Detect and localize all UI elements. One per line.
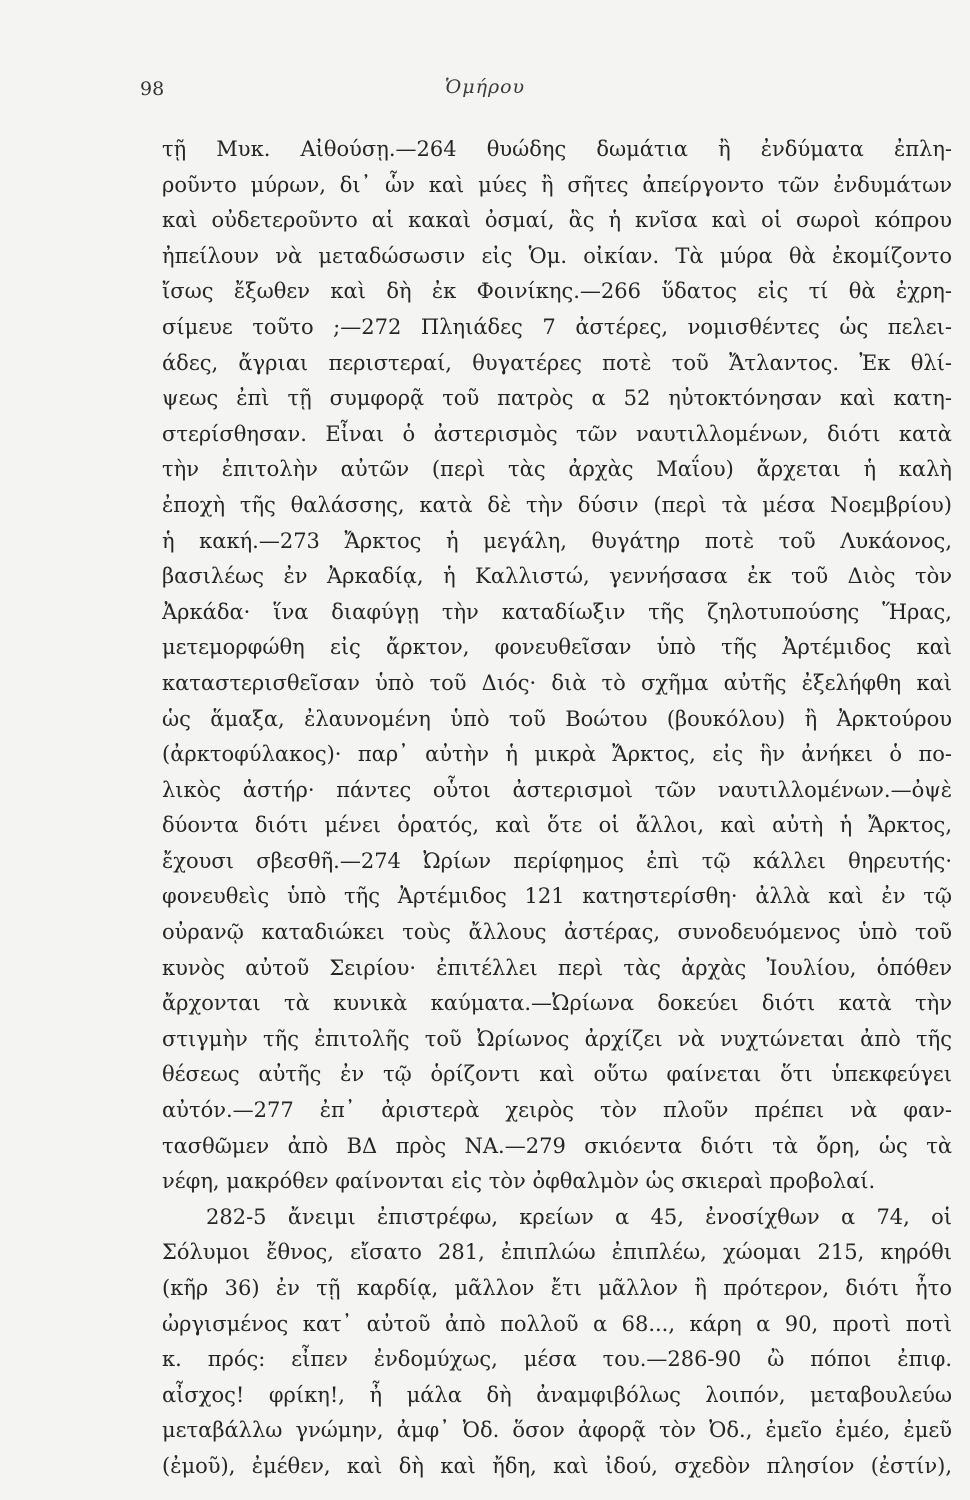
text-line: βασιλέως ἐν Ἀρκαδίᾳ, ἡ Καλλιστώ, γεννήσασα ἐκ τοῦ Διὸς τὸν: [162, 564, 952, 589]
text-line: αἶσχος! φρίκη!, ἦ μάλα δὴ ἀναμφιβόλως λοιπόν, μεταβουλεύω: [162, 1382, 952, 1407]
text-line: τὴν ἐπιτολὴν αὐτῶν (περὶ τὰς ἀρχὰς Μαΐου) ἄρχεται ἡ καλὴ: [162, 457, 952, 482]
text-line: νέφη, μακρόθεν φαίνονται εἰς τὸν ὀφθαλμὸν ὡς σκιεραὶ προβολαί.: [162, 1169, 876, 1194]
text-line: ὠργισμένος κατ᾽ αὐτοῦ ἀπὸ πολλοῦ α 68..., κάρη α 90, προτὶ ποτὶ: [162, 1311, 952, 1336]
running-title: Ὁμήρου: [444, 76, 526, 98]
page-number: 98: [140, 78, 165, 100]
text-line: ἡ κακή.—273 Ἄρκτος ἡ μεγάλη, θυγάτηρ ποτὲ τοῦ Λυκάονος,: [162, 528, 952, 553]
text-line: ἠπείλουν νὰ μεταδώσωσιν εἰς Ὁμ. οἰκίαν. Τὰ μύρα θὰ ἐκομίζοντο: [162, 243, 952, 268]
text-line: αὐτόν.—277 ἐπ᾽ ἀριστερὰ χειρὸς τὸν πλοῦν πρέπει νὰ φαν-: [162, 1098, 952, 1123]
text-line: καταστερισθεῖσαν ὑπὸ τοῦ Διός· διὰ τὸ σχῆμα αὐτῆς ἐξελήφθη καὶ: [162, 670, 952, 695]
text-line: (ἀρκτοφύλακος)· παρ᾽ αὐτὴν ἡ μικρὰ Ἄρκτος, εἰς ἣν ἀνήκει ὁ πο-: [162, 742, 952, 767]
text-line: (ἐμοῦ), ἐμέθεν, καὶ δὴ καὶ ἤδη, καὶ ἰδού, σχεδὸν πλησίον (ἐστίν),: [162, 1453, 952, 1478]
text-line: στιγμὴν τῆς ἐπιτολῆς τοῦ Ὠρίωνος ἀρχίζει νὰ νυχτώνεται ἀπὸ τῆς: [162, 1026, 952, 1051]
text-line: ροῦντο μύρων, δι᾽ ὧν καὶ μύες ἢ σῆτες ἀπείργοντο τῶν ἐνδυμάτων: [162, 172, 952, 197]
text-line: μεταβάλλω γνώμην, ἀμφ᾽ Ὀδ. ὅσον ἀφορᾷ τὸν Ὀδ., ἐμεῖο ἐμέο, ἐμεῦ: [162, 1418, 952, 1443]
text-line: σίμευε τοῦτο ;—272 Πληιάδες 7 ἀστέρες, νομισθέντες ὡς πελει-: [162, 314, 952, 339]
text-line: ἴσως ἔξωθεν καὶ δὴ ἐκ Φοινίκης.—266 ὕδατος εἰς τί θὰ ἐχρη-: [162, 279, 952, 304]
text-line: λικὸς ἀστήρ· πάντες οὗτοι ἀστερισμοὶ τῶν ναυτιλλομένων.—ὀψὲ: [162, 777, 952, 802]
text-line: ἔχουσι σβεσθῆ.—274 Ὠρίων περίφημος ἐπὶ τῷ κάλλει θηρευτής·: [162, 848, 952, 873]
text-line: τασθῶμεν ἀπὸ ΒΔ πρὸς ΝΑ.—279 σκιόεντα διότι τὰ ὄρη, ὡς τὰ: [162, 1133, 952, 1158]
text-line: ψεως ἐπὶ τῇ συμφορᾷ τοῦ πατρὸς α 52 ηὐτοκτόνησαν καὶ κατη-: [162, 386, 952, 411]
text-line: φονευθεὶς ὑπὸ τῆς Ἀρτέμιδος 121 κατηστερίσθη· ἀλλὰ καὶ ἐν τῷ: [162, 884, 952, 909]
text-line: ὡς ἅμαξα, ἐλαυνομένη ὑπὸ τοῦ Βοώτου (βουκόλου) ἢ Ἀρκτούρου: [162, 706, 952, 731]
text-line: ἄρχονται τὰ κυνικὰ καύματα.—Ὠρίωνα δοκεύει διότι κατὰ τὴν: [162, 991, 952, 1016]
text-line: Σόλυμοι ἔθνος, εἴσατο 281, ἐπιπλώω ἐπιπλέω, χώομαι 215, κηρόθι: [162, 1240, 952, 1265]
text-line: Ἀρκάδα· ἵνα διαφύγῃ τὴν καταδίωξιν τῆς ζηλοτυπούσης Ἥρας,: [162, 599, 952, 624]
text-line: κυνὸς αὐτοῦ Σειρίου· ἐπιτέλλει περὶ τὰς ἀρχὰς Ἰουλίου, ὁπόθεν: [162, 955, 952, 980]
text-line: θέσεως αὐτῆς ἐν τῷ ὁρίζοντι καὶ οὕτω φαίνεται ὅτι ὑπεκφεύγει: [162, 1062, 952, 1087]
text-line: τῇ Μυκ. Αἰθούσῃ.—264 θυώδης δωμάτια ἢ ἐνδύματα ἐπλη-: [162, 137, 952, 161]
text-line: δύοντα διότι μένει ὁρατός, καὶ ὅτε οἱ ἄλλοι, καὶ αὐτὴ ἡ Ἄρκτος,: [162, 813, 952, 838]
text-line: 282-5 ἄνειμι ἐπιστρέφω, κρείων α 45, ἐνοσίχθων α 74, οἱ: [206, 1204, 952, 1229]
text-line: οὐρανῷ καταδιώκει τοὺς ἄλλους ἀστέρας, συνοδευόμενος ὑπὸ τοῦ: [162, 920, 952, 945]
commentary-text: [162, 132, 952, 1485]
text-line: άδες, ἄγριαι περιστεραί, θυγατέρες ποτὲ τοῦ Ἄτλαντος. Ἐκ θλί-: [162, 350, 952, 375]
page-header: [0, 72, 970, 108]
text-line: ἐποχὴ τῆς θαλάσσης, κατὰ δὲ τὴν δύσιν (περὶ τὰ μέσα Νοεμβρίου): [162, 492, 952, 517]
text-line: κ. πρός: εἶπεν ἐνδομύχως, μέσα του.—286-90 ὢ πόποι ἐπιφ.: [162, 1347, 952, 1372]
text-line: καὶ οὐδετεροῦντο αἱ κακαὶ ὀσμαί, ἃς ἡ κνῖσα καὶ οἱ σωροὶ κόπρου: [162, 208, 952, 233]
text-line: στερίσθησαν. Εἶναι ὁ ἀστερισμὸς τῶν ναυτιλλομένων, διότι κατὰ: [162, 421, 952, 446]
text-line: μετεμορφώθη εἰς ἄρκτον, φονευθεῖσαν ὑπὸ τῆς Ἀρτέμιδος καὶ: [162, 635, 952, 660]
text-line: (κῆρ 36) ἐν τῇ καρδίᾳ, μᾶλλον ἔτι μᾶλλον ἢ πρότερον, διότι ἦτο: [162, 1276, 952, 1300]
